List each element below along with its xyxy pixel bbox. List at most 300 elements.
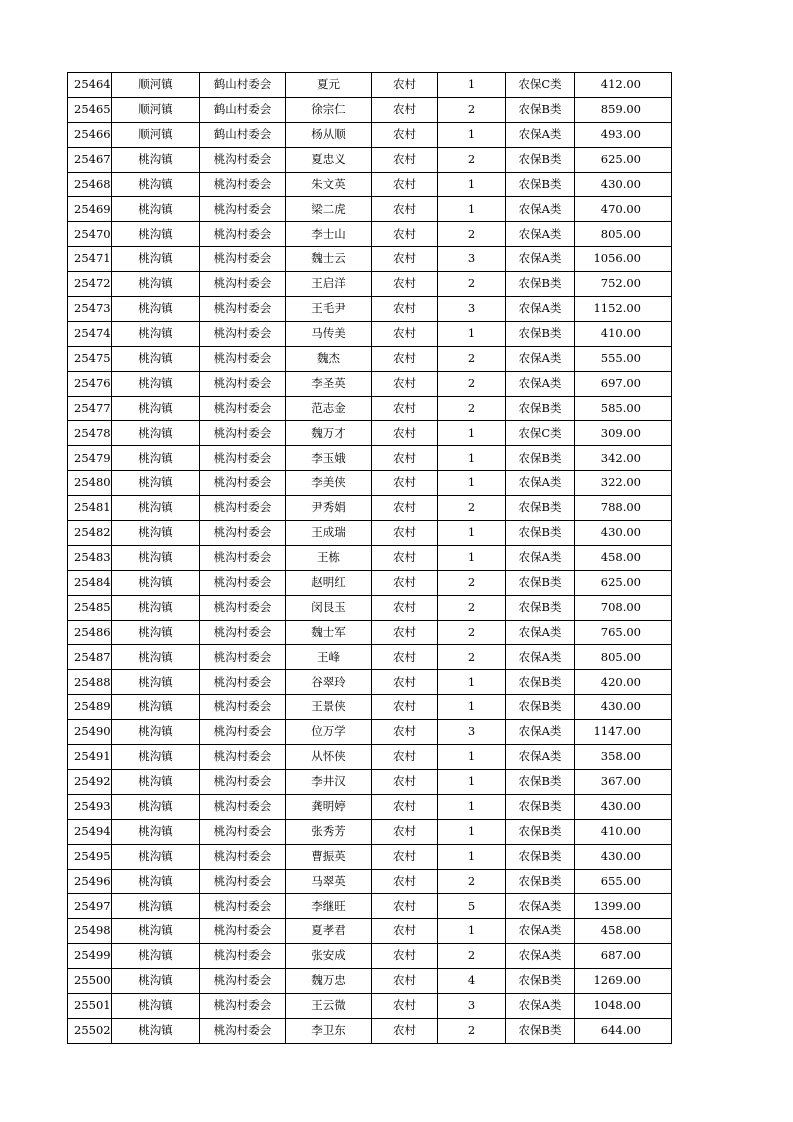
table-row: [68, 869, 672, 894]
insurance-class-cell: 农保B类: [506, 670, 575, 695]
town-cell: 桃沟镇: [112, 919, 200, 944]
table-row: [68, 769, 672, 794]
household-count-cell: 2: [438, 645, 506, 670]
area-type-cell: 农村: [372, 844, 438, 869]
name-cell: 魏万才: [286, 421, 372, 446]
village-committee-cell: 桃沟村委会: [200, 321, 286, 346]
area-type-cell: 农村: [372, 222, 438, 247]
village-committee-cell: 桃沟村委会: [200, 272, 286, 297]
town-cell: 顺河镇: [112, 73, 200, 98]
household-count-cell: 1: [438, 670, 506, 695]
town-cell: 桃沟镇: [112, 869, 200, 894]
insurance-class-cell: 农保A类: [506, 944, 575, 969]
amount-cell: 420.00: [575, 670, 672, 695]
area-type-cell: 农村: [372, 545, 438, 570]
name-cell: 魏杰: [286, 346, 372, 371]
village-committee-cell: 鹤山村委会: [200, 97, 286, 122]
village-committee-cell: 桃沟村委会: [200, 396, 286, 421]
area-type-cell: 农村: [372, 720, 438, 745]
record-id-cell: 25473: [68, 297, 112, 322]
village-committee-cell: 桃沟村委会: [200, 720, 286, 745]
amount-cell: 805.00: [575, 645, 672, 670]
area-type-cell: 农村: [372, 396, 438, 421]
household-count-cell: 3: [438, 297, 506, 322]
town-cell: 桃沟镇: [112, 620, 200, 645]
town-cell: 顺河镇: [112, 122, 200, 147]
town-cell: 桃沟镇: [112, 521, 200, 546]
amount-cell: 1152.00: [575, 297, 672, 322]
table-row: [68, 595, 672, 620]
name-cell: 王启洋: [286, 272, 372, 297]
insurance-class-cell: 农保B类: [506, 794, 575, 819]
insurance-class-cell: 农保A类: [506, 745, 575, 770]
town-cell: 桃沟镇: [112, 844, 200, 869]
name-cell: 李圣英: [286, 371, 372, 396]
town-cell: 桃沟镇: [112, 197, 200, 222]
name-cell: 曹振英: [286, 844, 372, 869]
insurance-class-cell: 农保B类: [506, 172, 575, 197]
record-id-cell: 25482: [68, 521, 112, 546]
record-id-cell: 25490: [68, 720, 112, 745]
name-cell: 王峰: [286, 645, 372, 670]
area-type-cell: 农村: [372, 97, 438, 122]
town-cell: 桃沟镇: [112, 172, 200, 197]
village-committee-cell: 桃沟村委会: [200, 172, 286, 197]
village-committee-cell: 桃沟村委会: [200, 297, 286, 322]
table-row: [68, 122, 672, 147]
village-committee-cell: 桃沟村委会: [200, 993, 286, 1018]
amount-cell: 1269.00: [575, 969, 672, 994]
table-row: [68, 1018, 672, 1043]
table-row: [68, 197, 672, 222]
area-type-cell: 农村: [372, 745, 438, 770]
area-type-cell: 农村: [372, 919, 438, 944]
record-id-cell: 25496: [68, 869, 112, 894]
name-cell: 李美侠: [286, 471, 372, 496]
insurance-class-cell: 农保B类: [506, 321, 575, 346]
table-row: [68, 396, 672, 421]
table-row: [68, 993, 672, 1018]
town-cell: 桃沟镇: [112, 745, 200, 770]
name-cell: 王毛尹: [286, 297, 372, 322]
area-type-cell: 农村: [372, 247, 438, 272]
record-id-cell: 25474: [68, 321, 112, 346]
town-cell: 桃沟镇: [112, 147, 200, 172]
household-count-cell: 1: [438, 321, 506, 346]
household-count-cell: 2: [438, 595, 506, 620]
record-id-cell: 25484: [68, 570, 112, 595]
insurance-class-cell: 农保B类: [506, 969, 575, 994]
amount-cell: 625.00: [575, 570, 672, 595]
insurance-class-cell: 农保A类: [506, 620, 575, 645]
town-cell: 桃沟镇: [112, 944, 200, 969]
name-cell: 夏忠义: [286, 147, 372, 172]
village-committee-cell: 桃沟村委会: [200, 1018, 286, 1043]
record-id-cell: 25465: [68, 97, 112, 122]
table-row: [68, 471, 672, 496]
household-count-cell: 2: [438, 97, 506, 122]
table-row: [68, 745, 672, 770]
record-id-cell: 25481: [68, 496, 112, 521]
table-row: [68, 919, 672, 944]
area-type-cell: 农村: [372, 521, 438, 546]
household-count-cell: 4: [438, 969, 506, 994]
village-committee-cell: 桃沟村委会: [200, 521, 286, 546]
area-type-cell: 农村: [372, 471, 438, 496]
amount-cell: 1147.00: [575, 720, 672, 745]
town-cell: 桃沟镇: [112, 247, 200, 272]
record-id-cell: 25480: [68, 471, 112, 496]
amount-cell: 708.00: [575, 595, 672, 620]
record-id-cell: 25499: [68, 944, 112, 969]
village-committee-cell: 桃沟村委会: [200, 471, 286, 496]
records-table-body: [68, 73, 672, 1044]
village-committee-cell: 桃沟村委会: [200, 695, 286, 720]
town-cell: 桃沟镇: [112, 545, 200, 570]
household-count-cell: 1: [438, 919, 506, 944]
town-cell: 桃沟镇: [112, 993, 200, 1018]
amount-cell: 1048.00: [575, 993, 672, 1018]
record-id-cell: 25477: [68, 396, 112, 421]
household-count-cell: 2: [438, 371, 506, 396]
insurance-class-cell: 农保B类: [506, 1018, 575, 1043]
household-count-cell: 1: [438, 421, 506, 446]
area-type-cell: 农村: [372, 794, 438, 819]
household-count-cell: 2: [438, 620, 506, 645]
area-type-cell: 农村: [372, 197, 438, 222]
name-cell: 尹秀娟: [286, 496, 372, 521]
household-count-cell: 1: [438, 695, 506, 720]
name-cell: 李玉娥: [286, 446, 372, 471]
village-committee-cell: 桃沟村委会: [200, 421, 286, 446]
record-id-cell: 25466: [68, 122, 112, 147]
amount-cell: 752.00: [575, 272, 672, 297]
amount-cell: 458.00: [575, 545, 672, 570]
village-committee-cell: 桃沟村委会: [200, 446, 286, 471]
town-cell: 桃沟镇: [112, 969, 200, 994]
village-committee-cell: 桃沟村委会: [200, 769, 286, 794]
table-row: [68, 670, 672, 695]
name-cell: 王成瑞: [286, 521, 372, 546]
amount-cell: 644.00: [575, 1018, 672, 1043]
town-cell: 桃沟镇: [112, 371, 200, 396]
table-row: [68, 496, 672, 521]
amount-cell: 430.00: [575, 172, 672, 197]
area-type-cell: 农村: [372, 147, 438, 172]
town-cell: 桃沟镇: [112, 396, 200, 421]
amount-cell: 309.00: [575, 421, 672, 446]
record-id-cell: 25501: [68, 993, 112, 1018]
table-row: [68, 97, 672, 122]
village-committee-cell: 桃沟村委会: [200, 919, 286, 944]
name-cell: 李井汉: [286, 769, 372, 794]
insurance-class-cell: 农保A类: [506, 346, 575, 371]
village-committee-cell: 桃沟村委会: [200, 944, 286, 969]
record-id-cell: 25497: [68, 894, 112, 919]
record-id-cell: 25500: [68, 969, 112, 994]
insurance-class-cell: 农保A类: [506, 720, 575, 745]
amount-cell: 430.00: [575, 844, 672, 869]
household-count-cell: 3: [438, 720, 506, 745]
household-count-cell: 3: [438, 993, 506, 1018]
household-count-cell: 1: [438, 197, 506, 222]
name-cell: 闵艮玉: [286, 595, 372, 620]
name-cell: 朱文英: [286, 172, 372, 197]
insurance-class-cell: 农保A类: [506, 197, 575, 222]
town-cell: 桃沟镇: [112, 720, 200, 745]
record-id-cell: 25493: [68, 794, 112, 819]
name-cell: 范志金: [286, 396, 372, 421]
household-count-cell: 1: [438, 446, 506, 471]
record-id-cell: 25478: [68, 421, 112, 446]
name-cell: 谷翠玲: [286, 670, 372, 695]
town-cell: 桃沟镇: [112, 272, 200, 297]
amount-cell: 430.00: [575, 695, 672, 720]
table-row: [68, 720, 672, 745]
area-type-cell: 农村: [372, 570, 438, 595]
name-cell: 魏万忠: [286, 969, 372, 994]
village-committee-cell: 桃沟村委会: [200, 969, 286, 994]
record-id-cell: 25475: [68, 346, 112, 371]
record-id-cell: 25486: [68, 620, 112, 645]
town-cell: 桃沟镇: [112, 471, 200, 496]
household-count-cell: 1: [438, 545, 506, 570]
area-type-cell: 农村: [372, 944, 438, 969]
name-cell: 杨从顺: [286, 122, 372, 147]
village-committee-cell: 桃沟村委会: [200, 222, 286, 247]
area-type-cell: 农村: [372, 670, 438, 695]
record-id-cell: 25498: [68, 919, 112, 944]
amount-cell: 342.00: [575, 446, 672, 471]
table-row: [68, 297, 672, 322]
town-cell: 桃沟镇: [112, 570, 200, 595]
name-cell: 夏孝君: [286, 919, 372, 944]
area-type-cell: 农村: [372, 894, 438, 919]
record-id-cell: 25464: [68, 73, 112, 98]
household-count-cell: 2: [438, 496, 506, 521]
town-cell: 桃沟镇: [112, 496, 200, 521]
record-id-cell: 25467: [68, 147, 112, 172]
village-committee-cell: 桃沟村委会: [200, 844, 286, 869]
amount-cell: 585.00: [575, 396, 672, 421]
amount-cell: 765.00: [575, 620, 672, 645]
town-cell: 桃沟镇: [112, 346, 200, 371]
name-cell: 赵明红: [286, 570, 372, 595]
village-committee-cell: 桃沟村委会: [200, 371, 286, 396]
town-cell: 桃沟镇: [112, 819, 200, 844]
name-cell: 马翠英: [286, 869, 372, 894]
insurance-class-cell: 农保B类: [506, 272, 575, 297]
household-count-cell: 1: [438, 122, 506, 147]
area-type-cell: 农村: [372, 496, 438, 521]
town-cell: 桃沟镇: [112, 222, 200, 247]
town-cell: 桃沟镇: [112, 297, 200, 322]
insurance-class-cell: 农保B类: [506, 147, 575, 172]
insurance-class-cell: 农保B类: [506, 844, 575, 869]
village-committee-cell: 桃沟村委会: [200, 670, 286, 695]
insurance-class-cell: 农保A类: [506, 645, 575, 670]
amount-cell: 367.00: [575, 769, 672, 794]
household-count-cell: 2: [438, 869, 506, 894]
area-type-cell: 农村: [372, 1018, 438, 1043]
town-cell: 桃沟镇: [112, 446, 200, 471]
table-row: [68, 446, 672, 471]
household-count-cell: 1: [438, 819, 506, 844]
amount-cell: 1399.00: [575, 894, 672, 919]
town-cell: 桃沟镇: [112, 695, 200, 720]
table-row: [68, 172, 672, 197]
table-row: [68, 620, 672, 645]
insurance-class-cell: 农保C类: [506, 73, 575, 98]
name-cell: 张安成: [286, 944, 372, 969]
area-type-cell: 农村: [372, 321, 438, 346]
table-row: [68, 147, 672, 172]
town-cell: 桃沟镇: [112, 794, 200, 819]
insurance-class-cell: 农保A类: [506, 993, 575, 1018]
town-cell: 桃沟镇: [112, 321, 200, 346]
table-row: [68, 645, 672, 670]
amount-cell: 470.00: [575, 197, 672, 222]
name-cell: 夏元: [286, 73, 372, 98]
insurance-class-cell: 农保B类: [506, 769, 575, 794]
record-id-cell: 25471: [68, 247, 112, 272]
village-committee-cell: 桃沟村委会: [200, 247, 286, 272]
area-type-cell: 农村: [372, 122, 438, 147]
amount-cell: 412.00: [575, 73, 672, 98]
town-cell: 桃沟镇: [112, 595, 200, 620]
record-id-cell: 25488: [68, 670, 112, 695]
amount-cell: 410.00: [575, 819, 672, 844]
name-cell: 王云微: [286, 993, 372, 1018]
village-committee-cell: 桃沟村委会: [200, 197, 286, 222]
amount-cell: 697.00: [575, 371, 672, 396]
town-cell: 顺河镇: [112, 97, 200, 122]
town-cell: 桃沟镇: [112, 769, 200, 794]
name-cell: 位万学: [286, 720, 372, 745]
household-count-cell: 1: [438, 471, 506, 496]
name-cell: 王栋: [286, 545, 372, 570]
village-committee-cell: 桃沟村委会: [200, 869, 286, 894]
amount-cell: 358.00: [575, 745, 672, 770]
town-cell: 桃沟镇: [112, 894, 200, 919]
record-id-cell: 25491: [68, 745, 112, 770]
amount-cell: 322.00: [575, 471, 672, 496]
amount-cell: 687.00: [575, 944, 672, 969]
record-id-cell: 25470: [68, 222, 112, 247]
table-row: [68, 272, 672, 297]
insurance-class-cell: 农保B类: [506, 496, 575, 521]
table-row: [68, 794, 672, 819]
insurance-class-cell: 农保B类: [506, 595, 575, 620]
table-row: [68, 894, 672, 919]
household-count-cell: 1: [438, 769, 506, 794]
area-type-cell: 农村: [372, 869, 438, 894]
household-count-cell: 3: [438, 247, 506, 272]
insurance-class-cell: 农保A类: [506, 222, 575, 247]
insurance-class-cell: 农保B类: [506, 869, 575, 894]
insurance-class-cell: 农保A类: [506, 122, 575, 147]
household-count-cell: 1: [438, 844, 506, 869]
town-cell: 桃沟镇: [112, 645, 200, 670]
amount-cell: 555.00: [575, 346, 672, 371]
household-count-cell: 2: [438, 570, 506, 595]
village-committee-cell: 鹤山村委会: [200, 73, 286, 98]
table-row: [68, 944, 672, 969]
insurance-class-cell: 农保B类: [506, 819, 575, 844]
area-type-cell: 农村: [372, 695, 438, 720]
name-cell: 魏士军: [286, 620, 372, 645]
name-cell: 王景侠: [286, 695, 372, 720]
area-type-cell: 农村: [372, 620, 438, 645]
village-committee-cell: 桃沟村委会: [200, 620, 286, 645]
village-committee-cell: 桃沟村委会: [200, 745, 286, 770]
household-count-cell: 1: [438, 521, 506, 546]
area-type-cell: 农村: [372, 73, 438, 98]
insurance-class-cell: 农保B类: [506, 446, 575, 471]
insurance-class-cell: 农保A类: [506, 371, 575, 396]
table-row: [68, 521, 672, 546]
name-cell: 张秀芳: [286, 819, 372, 844]
area-type-cell: 农村: [372, 346, 438, 371]
amount-cell: 805.00: [575, 222, 672, 247]
amount-cell: 410.00: [575, 321, 672, 346]
area-type-cell: 农村: [372, 819, 438, 844]
household-count-cell: 2: [438, 346, 506, 371]
name-cell: 李卫东: [286, 1018, 372, 1043]
table-row: [68, 421, 672, 446]
village-committee-cell: 桃沟村委会: [200, 819, 286, 844]
record-id-cell: 25476: [68, 371, 112, 396]
area-type-cell: 农村: [372, 969, 438, 994]
village-committee-cell: 桃沟村委会: [200, 570, 286, 595]
village-committee-cell: 桃沟村委会: [200, 346, 286, 371]
household-count-cell: 2: [438, 1018, 506, 1043]
area-type-cell: 农村: [372, 446, 438, 471]
record-id-cell: 25485: [68, 595, 112, 620]
insurance-class-cell: 农保B类: [506, 570, 575, 595]
table-row: [68, 346, 672, 371]
name-cell: 徐宗仁: [286, 97, 372, 122]
amount-cell: 655.00: [575, 869, 672, 894]
insurance-class-cell: 农保A类: [506, 919, 575, 944]
town-cell: 桃沟镇: [112, 670, 200, 695]
household-count-cell: 1: [438, 73, 506, 98]
insurance-class-cell: 农保A类: [506, 545, 575, 570]
table-row: [68, 844, 672, 869]
name-cell: 梁二虎: [286, 197, 372, 222]
household-count-cell: 1: [438, 745, 506, 770]
amount-cell: 625.00: [575, 147, 672, 172]
household-count-cell: 2: [438, 272, 506, 297]
record-id-cell: 25489: [68, 695, 112, 720]
area-type-cell: 农村: [372, 272, 438, 297]
village-committee-cell: 桃沟村委会: [200, 496, 286, 521]
table-row: [68, 321, 672, 346]
insurance-class-cell: 农保A类: [506, 471, 575, 496]
name-cell: 马传美: [286, 321, 372, 346]
amount-cell: 458.00: [575, 919, 672, 944]
table-row: [68, 371, 672, 396]
area-type-cell: 农村: [372, 421, 438, 446]
village-committee-cell: 桃沟村委会: [200, 894, 286, 919]
insurance-class-cell: 农保B类: [506, 521, 575, 546]
household-count-cell: 1: [438, 172, 506, 197]
amount-cell: 788.00: [575, 496, 672, 521]
table-row: [68, 969, 672, 994]
records-table: [67, 72, 672, 1044]
area-type-cell: 农村: [372, 645, 438, 670]
record-id-cell: 25494: [68, 819, 112, 844]
